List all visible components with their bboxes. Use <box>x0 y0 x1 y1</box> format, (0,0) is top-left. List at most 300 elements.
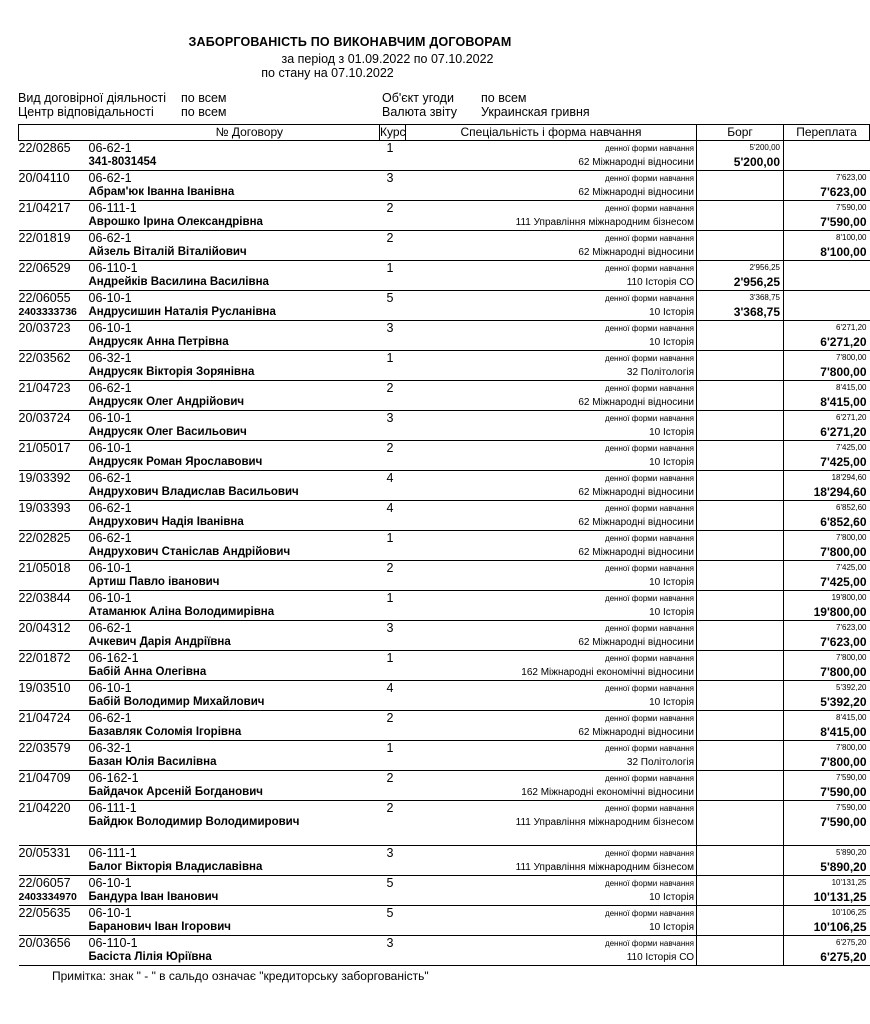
overpay-amount: 10'106,25 <box>813 920 867 934</box>
debt-amount <box>697 365 783 380</box>
debt-amount <box>697 605 783 620</box>
study-form: денної форми навчання <box>604 774 694 783</box>
overpay-amount <box>784 275 870 290</box>
contract-cell <box>19 471 380 501</box>
study-form: денної форми навчання <box>604 234 694 243</box>
contract-code: 22/06055 <box>18 291 71 305</box>
table-row <box>19 411 870 441</box>
table-header <box>19 125 870 141</box>
course-value: 1 <box>386 651 394 665</box>
specialty-name: 10 Історія <box>649 892 694 903</box>
debt-small: 3'368,75 <box>749 293 780 302</box>
debt-cell <box>697 621 784 651</box>
specialty-cell <box>406 651 697 681</box>
table-row <box>19 711 870 741</box>
overpay-amount: 5'392,20 <box>820 695 867 709</box>
debt-cell <box>697 906 784 936</box>
course-value: 2 <box>386 771 394 785</box>
table-row <box>19 621 870 651</box>
table-row <box>19 741 870 771</box>
debt-cell <box>697 411 784 441</box>
debt-amount <box>697 395 783 410</box>
overpay-amount: 7'590,00 <box>820 215 867 229</box>
specialty-name: 10 Історія <box>649 697 694 708</box>
course-cell <box>380 771 406 801</box>
study-form: денної форми навчання <box>604 564 694 573</box>
course-cell <box>380 621 406 651</box>
course-value: 1 <box>386 351 394 365</box>
contract-code: 22/01872 <box>18 651 71 665</box>
contract-cell <box>19 411 380 441</box>
debt-cell <box>697 801 784 846</box>
contract-number: 06-162-1 <box>88 651 139 665</box>
specialty-cell <box>406 141 697 171</box>
debt-small <box>697 411 783 425</box>
study-form: денної форми навчання <box>604 174 694 183</box>
specialty-cell <box>406 171 697 201</box>
course-value: 1 <box>386 591 394 605</box>
table-row <box>19 681 870 711</box>
overpay-cell <box>784 741 870 771</box>
course-value: 3 <box>386 846 394 860</box>
table-row <box>19 291 870 321</box>
overpay-small: 7'800,00 <box>836 353 867 362</box>
overpay-amount: 10'131,25 <box>813 890 867 904</box>
student-name: Айзель Віталій Віталійович <box>88 246 247 258</box>
contract-code: 22/01819 <box>18 231 71 245</box>
overpay-small: 7'590,00 <box>836 203 867 212</box>
student-name: Бандура Іван Іванович <box>88 891 219 903</box>
contract-code: 20/03656 <box>18 936 71 950</box>
overpay-cell <box>784 651 870 681</box>
overpay-small: 8'415,00 <box>836 713 867 722</box>
debt-small <box>697 741 783 755</box>
overpay-amount: 7'623,00 <box>820 185 867 199</box>
specialty-name: 110 Історія СО <box>626 277 694 288</box>
specialty-cell <box>406 321 697 351</box>
debt-amount <box>697 950 783 965</box>
specialty-cell <box>406 441 697 471</box>
course-cell <box>380 711 406 741</box>
contract-number: 06-111-1 <box>88 801 137 815</box>
table-row <box>19 801 870 846</box>
debt-small <box>697 591 783 605</box>
debt-cell <box>697 231 784 261</box>
debt-cell <box>697 141 784 171</box>
study-form: денної форми навчання <box>604 624 694 633</box>
study-form: денної форми навчання <box>604 684 694 693</box>
footnote: Примітка: знак " - " в сальдо означає "кредиторську заборгованість" <box>52 969 429 983</box>
contract-code: 22/03844 <box>18 591 71 605</box>
contract-number: 06-111-1 <box>88 201 137 215</box>
contract-number: 06-10-1 <box>88 321 132 335</box>
debt-table <box>18 124 870 966</box>
student-name: Артиш Павло іванович <box>88 576 220 588</box>
course-cell <box>380 261 406 291</box>
overpay-amount: 8'415,00 <box>820 395 867 409</box>
overpay-cell <box>784 591 870 621</box>
overpay-amount: 5'890,20 <box>820 860 867 874</box>
study-form: денної форми навчання <box>604 654 694 663</box>
student-id: 2403333736 <box>18 306 77 318</box>
debt-amount <box>697 515 783 530</box>
debt-small <box>697 936 783 950</box>
course-cell <box>380 561 406 591</box>
student-name: Андрусяк Анна Петрівна <box>88 336 229 348</box>
debt-small <box>697 801 783 815</box>
table-row <box>19 591 870 621</box>
contract-code: 20/05331 <box>18 846 71 860</box>
specialty-cell <box>406 801 697 846</box>
contract-cell <box>19 201 380 231</box>
course-value: 5 <box>386 906 394 920</box>
debt-cell <box>697 846 784 876</box>
table-row <box>19 531 870 561</box>
overpay-small: 8'100,00 <box>836 233 867 242</box>
contract-number: 06-62-1 <box>88 381 132 395</box>
study-form: денної форми навчання <box>604 354 694 363</box>
debt-amount <box>697 485 783 500</box>
student-name: Аврошко Ірина Олександрівна <box>88 216 263 228</box>
specialty-cell <box>406 741 697 771</box>
overpay-small: 5'890,20 <box>836 848 867 857</box>
overpay-amount: 18'294,60 <box>813 485 867 499</box>
contract-cell <box>19 231 380 261</box>
debt-cell <box>697 171 784 201</box>
table-row <box>19 906 870 936</box>
study-form: денної форми навчання <box>604 414 694 423</box>
contract-cell <box>19 531 380 561</box>
specialty-name: 10 Історія <box>649 307 694 318</box>
contract-cell <box>19 651 380 681</box>
debt-cell <box>697 201 784 231</box>
overpay-small: 5'392,20 <box>836 683 867 692</box>
course-cell <box>380 441 406 471</box>
course-value: 4 <box>386 471 394 485</box>
student-name: Баранович Іван Ігорович <box>88 921 231 933</box>
debt-amount <box>697 755 783 770</box>
study-form: денної форми навчання <box>604 294 694 303</box>
overpay-cell <box>784 801 870 846</box>
contract-cell <box>19 321 380 351</box>
contract-number: 06-32-1 <box>88 741 132 755</box>
contract-number: 06-10-1 <box>88 441 132 455</box>
col-debt: Борг <box>697 125 784 141</box>
specialty-cell <box>406 876 697 906</box>
contract-cell <box>19 906 380 936</box>
specialty-name: 32 Політологія <box>626 367 694 378</box>
course-value: 3 <box>386 621 394 635</box>
overpay-cell <box>784 171 870 201</box>
debt-small <box>697 621 783 635</box>
course-value: 2 <box>386 441 394 455</box>
specialty-name: 62 Міжнародні відносини <box>578 187 694 198</box>
course-value: 1 <box>386 261 394 275</box>
course-value: 2 <box>386 231 394 245</box>
debt-small <box>697 771 783 785</box>
overpay-small: 6'271,20 <box>836 413 867 422</box>
course-cell <box>380 801 406 846</box>
table-row <box>19 141 870 171</box>
contract-cell <box>19 381 380 411</box>
debt-cell <box>697 321 784 351</box>
contract-code: 22/02825 <box>18 531 71 545</box>
student-name: Балог Вікторія Владиславівна <box>88 861 263 873</box>
course-cell <box>380 876 406 906</box>
contract-number: 06-110-1 <box>88 261 138 275</box>
overpay-small: 7'800,00 <box>836 533 867 542</box>
specialty-cell <box>406 621 697 651</box>
overpay-amount <box>784 305 870 320</box>
debt-small <box>697 651 783 665</box>
table-row <box>19 771 870 801</box>
contract-cell <box>19 936 380 966</box>
specialty-name: 62 Міжнародні відносини <box>578 247 694 258</box>
overpay-cell <box>784 561 870 591</box>
course-cell <box>380 321 406 351</box>
currency-label: Валюта звіту <box>382 105 457 119</box>
contract-code: 20/04312 <box>18 621 71 635</box>
overpay-small: 7'590,00 <box>836 803 867 812</box>
contract-code: 20/03724 <box>18 411 71 425</box>
overpay-small: 6'852,60 <box>836 503 867 512</box>
study-form: денної форми навчання <box>604 879 694 888</box>
contract-number: 06-62-1 <box>88 171 132 185</box>
overpay-small: 7'425,00 <box>836 563 867 572</box>
col-specialty: Спеціальність і форма навчання <box>406 125 697 141</box>
course-cell <box>380 291 406 321</box>
contract-cell <box>19 801 380 846</box>
course-value: 1 <box>386 141 394 155</box>
study-form: денної форми навчання <box>604 594 694 603</box>
study-form: денної форми навчання <box>604 909 694 918</box>
study-form: денної форми навчання <box>604 144 694 153</box>
student-name: Басіста Лілія Юріївна <box>88 951 212 963</box>
overpay-cell <box>784 201 870 231</box>
course-cell <box>380 501 406 531</box>
overpay-small: 10'131,25 <box>831 878 867 887</box>
specialty-name: 111 Управління міжнародним бізнесом <box>515 217 694 228</box>
specialty-cell <box>406 936 697 966</box>
contract-code: 22/06057 <box>18 876 71 890</box>
study-form: денної форми навчання <box>604 534 694 543</box>
course-cell <box>380 906 406 936</box>
student-name: Байдюк Володимир Володимирович <box>88 816 300 828</box>
debt-cell <box>697 876 784 906</box>
student-name: Абрам'юк Іванна Іванівна <box>88 186 235 198</box>
debt-cell <box>697 261 784 291</box>
debt-amount <box>697 335 783 350</box>
activity-label: Вид договірної діяльності <box>18 91 166 105</box>
student-name: Базавляк Соломія Ігорівна <box>88 726 242 738</box>
overpay-amount: 6'275,20 <box>820 950 867 964</box>
contract-number: 06-110-1 <box>88 936 138 950</box>
overpay-amount: 7'800,00 <box>820 755 867 769</box>
contract-number: 06-62-1 <box>88 231 132 245</box>
debt-amount <box>697 455 783 470</box>
col-overpay: Переплата <box>784 125 870 141</box>
course-cell <box>380 936 406 966</box>
contract-cell <box>19 741 380 771</box>
overpay-small: 19'800,00 <box>831 593 867 602</box>
activity-value: по всем <box>181 91 227 105</box>
overpay-cell <box>784 531 870 561</box>
specialty-cell <box>406 351 697 381</box>
specialty-cell <box>406 381 697 411</box>
debt-amount <box>697 725 783 740</box>
overpay-amount: 7'425,00 <box>820 575 867 589</box>
contract-cell <box>19 846 380 876</box>
debt-cell <box>697 591 784 621</box>
course-value: 3 <box>386 411 394 425</box>
contract-cell <box>19 171 380 201</box>
contract-cell <box>19 771 380 801</box>
overpay-small: 7'623,00 <box>836 623 867 632</box>
col-course: Курс <box>380 125 406 139</box>
study-form: денної форми навчання <box>604 714 694 723</box>
debt-amount <box>697 425 783 440</box>
student-name: Андрухович Владислав Васильович <box>88 486 299 498</box>
debt-cell <box>697 441 784 471</box>
course-value: 1 <box>386 531 394 545</box>
student-name: Ачкевич Дарія Андріївна <box>88 636 231 648</box>
study-form: денної форми навчання <box>604 384 694 393</box>
course-cell <box>380 141 406 171</box>
overpay-cell <box>784 906 870 936</box>
contract-cell <box>19 261 380 291</box>
debt-amount <box>697 245 783 260</box>
contract-cell <box>19 351 380 381</box>
table-row <box>19 201 870 231</box>
specialty-name: 62 Міжнародні відносини <box>578 487 694 498</box>
overpay-small: 7'623,00 <box>836 173 867 182</box>
contract-cell <box>19 681 380 711</box>
course-cell <box>380 681 406 711</box>
specialty-cell <box>406 771 697 801</box>
contract-code: 22/03579 <box>18 741 71 755</box>
course-value: 2 <box>386 561 394 575</box>
overpay-cell <box>784 261 870 291</box>
specialty-name: 162 Міжнародні економічні відносини <box>521 787 694 798</box>
contract-code: 21/04217 <box>18 201 71 215</box>
course-value: 2 <box>386 381 394 395</box>
debt-amount: 2'956,25 <box>733 275 780 289</box>
course-value: 3 <box>386 171 394 185</box>
overpay-small: 7'800,00 <box>836 653 867 662</box>
overpay-small: 10'106,25 <box>831 908 867 917</box>
overpay-cell <box>784 141 870 171</box>
contract-code: 21/05017 <box>18 441 71 455</box>
contract-number: 06-32-1 <box>88 351 132 365</box>
contract-code: 19/03510 <box>18 681 71 695</box>
debt-small <box>697 471 783 485</box>
course-cell <box>380 171 406 201</box>
debt-cell <box>697 561 784 591</box>
specialty-name: 62 Міжнародні відносини <box>578 157 694 168</box>
specialty-cell <box>406 591 697 621</box>
contract-number: 06-62-1 <box>88 621 132 635</box>
overpay-amount: 7'590,00 <box>820 815 867 829</box>
specialty-name: 110 Історія СО <box>626 952 694 963</box>
contract-cell <box>19 711 380 741</box>
table-row <box>19 471 870 501</box>
debt-amount <box>697 785 783 800</box>
specialty-name: 111 Управління міжнародним бізнесом <box>515 817 694 828</box>
specialty-cell <box>406 201 697 231</box>
overpay-small: 6'275,20 <box>836 938 867 947</box>
contract-code: 19/03392 <box>18 471 71 485</box>
report-title: ЗАБОРГОВАНІСТЬ ПО ВИКОНАВЧИМ ДОГОВОРАМ <box>188 35 512 49</box>
specialty-cell <box>406 531 697 561</box>
debt-cell <box>697 681 784 711</box>
contract-cell <box>19 561 380 591</box>
specialty-name: 62 Міжнародні відносини <box>578 547 694 558</box>
table-row <box>19 651 870 681</box>
overpay-small <box>784 141 870 155</box>
debt-small <box>697 441 783 455</box>
course-cell <box>380 201 406 231</box>
overpay-cell <box>784 411 870 441</box>
contract-code: 21/05018 <box>18 561 71 575</box>
student-name: Бабій Анна Олегівна <box>88 666 207 678</box>
overpay-amount: 7'800,00 <box>820 365 867 379</box>
debt-small <box>697 231 783 245</box>
debt-cell <box>697 711 784 741</box>
course-value: 1 <box>386 741 394 755</box>
specialty-cell <box>406 261 697 291</box>
overpay-small: 7'425,00 <box>836 443 867 452</box>
study-form: денної форми навчання <box>604 444 694 453</box>
course-value: 5 <box>386 291 394 305</box>
report-period: за період з 01.09.2022 по 07.10.2022 <box>281 52 494 66</box>
specialty-cell <box>406 681 697 711</box>
overpay-small <box>784 291 870 305</box>
debt-cell <box>697 291 784 321</box>
student-name: Базан Юлія Василівна <box>88 756 217 768</box>
student-name: Андрусяк Олег Васильович <box>88 426 247 438</box>
student-name: Андрусяк Вікторія Зорянівна <box>88 366 255 378</box>
overpay-cell <box>784 231 870 261</box>
contract-code: 20/03723 <box>18 321 71 335</box>
specialty-name: 10 Історія <box>649 922 694 933</box>
center-value: по всем <box>181 105 227 119</box>
overpay-cell <box>784 771 870 801</box>
contract-number: 06-62-1 <box>88 141 132 155</box>
study-form: денної форми навчання <box>604 849 694 858</box>
overpay-amount: 7'800,00 <box>820 665 867 679</box>
course-cell <box>380 846 406 876</box>
contract-cell <box>19 291 380 321</box>
course-cell <box>380 411 406 441</box>
course-cell <box>380 531 406 561</box>
overpay-cell <box>784 846 870 876</box>
debt-amount <box>697 575 783 590</box>
debt-amount: 5'200,00 <box>733 155 780 169</box>
debt-cell <box>697 771 784 801</box>
overpay-cell <box>784 501 870 531</box>
overpay-amount <box>784 155 870 170</box>
table-row <box>19 441 870 471</box>
contract-cell <box>19 621 380 651</box>
report-as-of: по стану на 07.10.2022 <box>261 66 394 80</box>
overpay-small: 8'415,00 <box>836 383 867 392</box>
debt-amount <box>697 185 783 200</box>
course-value: 4 <box>386 681 394 695</box>
contract-number: 06-10-1 <box>88 591 132 605</box>
specialty-name: 111 Управління міжнародним бізнесом <box>515 862 694 873</box>
student-name: Бабій Володимир Михайлович <box>88 696 265 708</box>
student-id: 2403334970 <box>18 891 77 903</box>
